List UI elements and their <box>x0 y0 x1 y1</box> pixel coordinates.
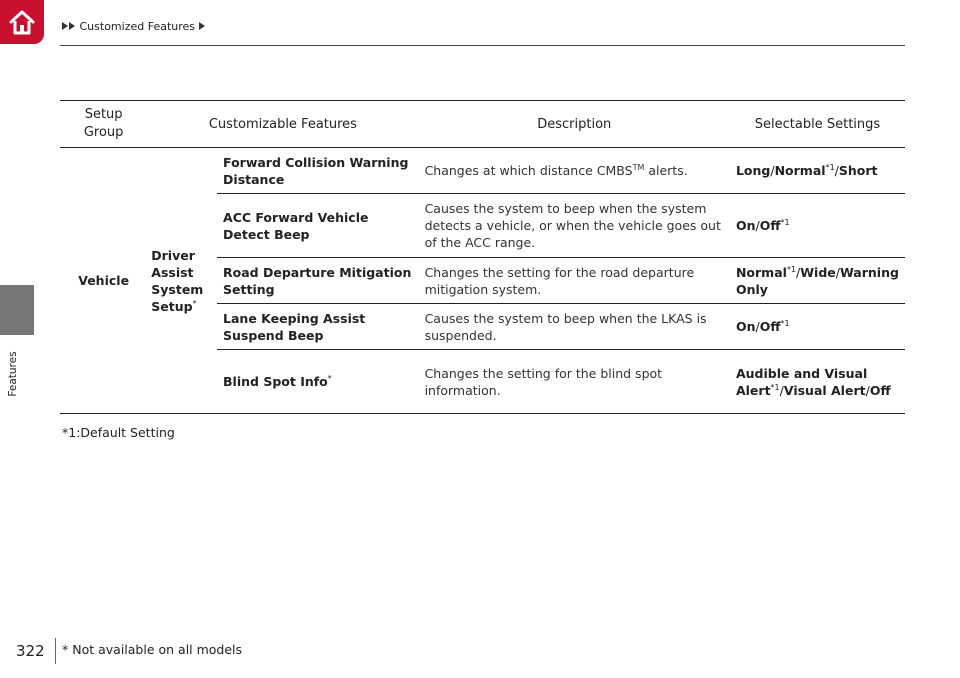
feature-name: Lane Keeping Assist Suspend Beep <box>217 304 419 350</box>
home-icon[interactable] <box>0 0 44 44</box>
breadcrumb-link-customized-features[interactable]: Customized Features <box>79 20 196 33</box>
selectable-settings: On/Off$^{*1}$ <box>730 304 905 350</box>
header-rule <box>60 45 905 46</box>
setup-group-cell: Vehicle <box>60 148 147 414</box>
breadcrumb <box>62 20 206 33</box>
selectable-settings: On/Off$^{*1}$ <box>730 194 905 258</box>
selectable-settings: Audible and Visual Alert$^{*1}$/Visual Alert/Off <box>730 350 905 414</box>
feature-description: Causes the system to beep when the LKAS is suspended. <box>419 304 730 350</box>
setup-subgroup-cell: Driver Assist System Setup* <box>147 148 217 414</box>
feature-description: Changes the setting for the blind spot information. <box>419 350 730 414</box>
selectable-settings: Normal$^{*1}$/Wide/Warning Only <box>730 258 905 304</box>
section-tab-marker <box>0 285 34 335</box>
breadcrumb-arrow-icon <box>62 22 68 30</box>
feature-description: Causes the system to beep when the system detects a vehicle, or when the vehicle goes out of the ACC range. <box>419 194 730 258</box>
footer-divider <box>55 638 56 664</box>
breadcrumb-arrow-icon <box>199 22 205 30</box>
availability-note: * Not available on all models <box>62 642 243 657</box>
table-header-row <box>60 101 905 148</box>
feature-description: Changes the setting for the road departure mitigation system. <box>419 258 730 304</box>
header-description: Description <box>537 116 612 132</box>
feature-description: Changes at which distance CMBS™ alerts. <box>419 148 730 194</box>
header-selectable-settings: Selectable Settings <box>754 116 881 132</box>
page-number: 322 <box>16 642 45 660</box>
customized-features-table <box>60 100 905 414</box>
header-customizable-features: Customizable Features <box>208 116 357 132</box>
footnote-default-setting: *1:Default Setting <box>62 425 175 440</box>
table-row <box>60 148 905 194</box>
house-icon <box>7 7 37 37</box>
feature-name: Road Departure Mitigation Setting <box>217 258 419 304</box>
section-side-label: Features <box>7 351 19 397</box>
feature-name: Forward Collision Warning Distance <box>217 148 419 194</box>
selectable-settings: Long/Normal$^{*1}$/Short <box>730 148 905 194</box>
header-setup-group: Setup Group <box>83 107 124 140</box>
feature-name: Blind Spot Info* <box>217 350 419 414</box>
breadcrumb-arrow-icon <box>69 22 75 30</box>
feature-name: ACC Forward Vehicle Detect Beep <box>217 194 419 258</box>
